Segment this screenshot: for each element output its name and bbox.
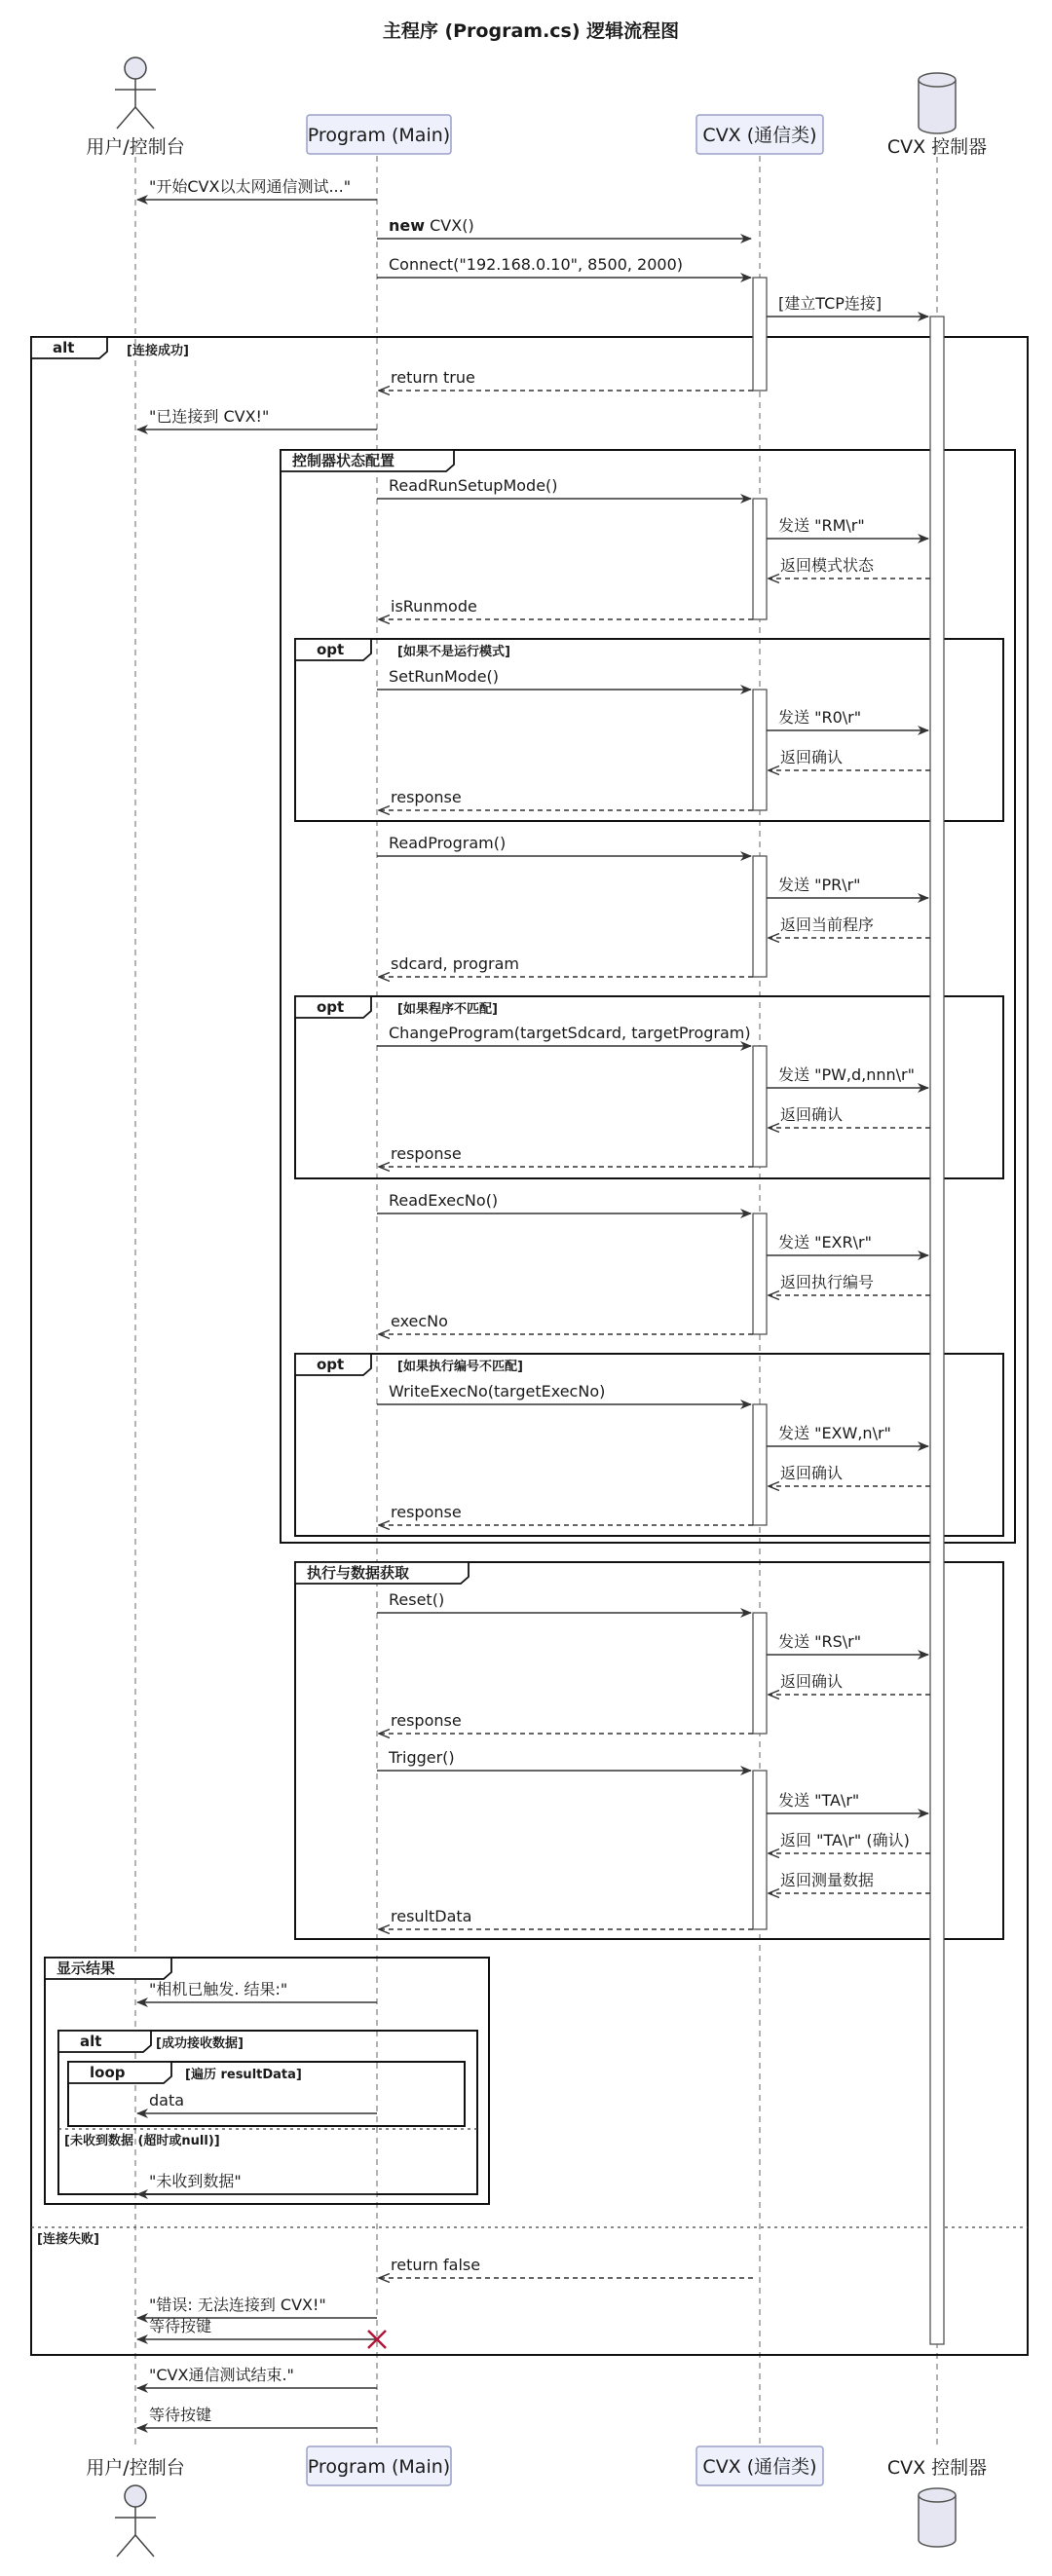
message-label-0: "开始CVX以太网通信测试..." — [149, 177, 352, 196]
activation-cvx-writeexecno — [753, 1404, 767, 1525]
message-label-36: 返回 "TA\r" (确认) — [780, 1831, 910, 1849]
frame-label-0: alt — [53, 339, 75, 356]
message-label-15: 发送 "PR\r" — [778, 876, 861, 894]
frame-label-7: alt — [80, 2033, 102, 2050]
frame-condition-7: [成功接收数据] — [156, 2036, 244, 2051]
activation-ctrl — [930, 317, 944, 2344]
frame-label-6: 显示结果 — [56, 1960, 116, 1977]
participant-cvx-label-bottom: CVX (通信类) — [702, 2456, 817, 2478]
activation-cvx-readexecno — [753, 1213, 767, 1334]
frame-else-condition-0: [连接失败] — [37, 2232, 99, 2247]
activation-cvx-readprogram — [753, 856, 767, 977]
message-label-22: ReadExecNo() — [389, 1191, 499, 1210]
message-label-43: "错误: 无法连接到 CVX!" — [149, 2296, 326, 2314]
message-label-20: 返回确认 — [780, 1105, 844, 1124]
message-label-10: SetRunMode() — [389, 667, 500, 686]
activation-cvx-reset — [753, 1613, 767, 1734]
message-label-44: 等待按键 — [149, 2317, 212, 2335]
actor-user-top — [115, 57, 156, 129]
message-label-9: isRunmode — [391, 597, 477, 616]
frame-tag-shape-7 — [58, 2031, 151, 2052]
messages-layer — [137, 177, 930, 2428]
participant-ctrl-label: CVX 控制器 — [886, 136, 988, 158]
message-label-33: response — [391, 1711, 462, 1730]
message-label-39: "相机已触发. 结果:" — [149, 1980, 288, 1998]
frame-condition-3: [如果程序不匹配] — [397, 1002, 498, 1017]
activation-cvx-readrunsetupmode — [753, 499, 767, 619]
message-label-19: 发送 "PW,d,nnn\r" — [778, 1065, 915, 1084]
message-label-27: 发送 "EXW,n\r" — [778, 1424, 891, 1442]
message-label-42: return false — [391, 2256, 481, 2274]
message-label-1: new CVX() — [389, 216, 474, 235]
frame-condition-2: [如果不是运行模式] — [397, 645, 510, 659]
message-label-28: 返回确认 — [780, 1464, 844, 1482]
database-ctrl-bottom-icon — [919, 2488, 956, 2547]
participant-user-label-bottom: 用户/控制台 — [86, 2457, 185, 2479]
activation-bars — [753, 278, 944, 2344]
message-label-23: 发送 "EXR\r" — [778, 1233, 872, 1251]
frame-condition-8: [遍历 resultData] — [185, 2068, 302, 2082]
message-label-41: "未收到数据" — [149, 2172, 242, 2190]
message-label-21: response — [391, 1144, 462, 1163]
message-label-46: 等待按键 — [149, 2406, 212, 2424]
message-label-29: response — [391, 1503, 462, 1521]
frame-condition-4: [如果执行编号不匹配] — [397, 1360, 523, 1374]
frame-label-4: opt — [317, 1356, 345, 1373]
message-label-45: "CVX通信测试结束." — [149, 2366, 294, 2384]
database-ctrl-top-icon — [919, 73, 956, 133]
message-label-32: 返回确认 — [780, 1672, 844, 1691]
frame-label-8: loop — [90, 2064, 126, 2081]
frame-7 — [58, 2031, 477, 2194]
message-label-2: Connect("192.168.0.10", 8500, 2000) — [389, 255, 684, 274]
participant-cvx-label: CVX (通信类) — [702, 125, 817, 146]
activation-cvx-changeprogram — [753, 1046, 767, 1167]
message-label-4: return true — [391, 368, 475, 387]
message-label-40: data — [149, 2091, 185, 2109]
frame-else-condition-7: [未收到数据 (超时或null)] — [64, 2134, 220, 2148]
participant-user-label: 用户/控制台 — [86, 136, 185, 158]
participant-main-label: Program (Main) — [307, 125, 451, 146]
message-label-18: ChangeProgram(targetSdcard, targetProgram) — [389, 1024, 751, 1042]
participant-ctrl-label-bottom: CVX 控制器 — [886, 2457, 988, 2479]
message-label-6: ReadRunSetupMode() — [389, 476, 558, 495]
frame-label-5: 执行与数据获取 — [307, 1564, 410, 1582]
message-label-34: Trigger() — [389, 1748, 455, 1767]
diagram-title: 主程序 (Program.cs) 逻辑流程图 — [382, 20, 680, 42]
message-label-30: Reset() — [389, 1590, 445, 1609]
message-label-31: 发送 "RS\r" — [778, 1632, 862, 1651]
message-label-13: response — [391, 788, 462, 806]
activation-cvx-connect — [753, 278, 767, 391]
activation-cvx-setrunmode — [753, 690, 767, 810]
participant-main-label-bottom: Program (Main) — [307, 2456, 451, 2478]
frame-label-2: opt — [317, 641, 345, 658]
message-label-17: sdcard, program — [391, 954, 520, 973]
message-label-26: WriteExecNo(targetExecNo) — [389, 1382, 606, 1400]
frames-layer — [31, 337, 1028, 2355]
message-label-8: 返回模式状态 — [780, 556, 875, 575]
frame-condition-0: [连接成功] — [127, 344, 189, 358]
actor-user-bottom — [115, 2485, 156, 2557]
message-label-25: execNo — [391, 1312, 448, 1330]
message-label-11: 发送 "R0\r" — [778, 708, 862, 727]
message-label-7: 发送 "RM\r" — [778, 516, 865, 535]
message-label-3: [建立TCP连接] — [778, 294, 883, 313]
activation-cvx-trigger — [753, 1771, 767, 1929]
message-label-5: "已连接到 CVX!" — [149, 407, 270, 426]
frame-label-1: 控制器状态配置 — [292, 452, 395, 469]
message-label-14: ReadProgram() — [389, 834, 507, 852]
frame-label-3: opt — [317, 998, 345, 1016]
message-label-38: resultData — [391, 1907, 472, 1925]
message-label-16: 返回当前程序 — [780, 915, 875, 934]
message-label-35: 发送 "TA\r" — [778, 1791, 860, 1810]
message-label-37: 返回测量数据 — [780, 1871, 875, 1889]
message-label-12: 返回确认 — [780, 748, 844, 766]
message-label-24: 返回执行编号 — [780, 1273, 875, 1291]
